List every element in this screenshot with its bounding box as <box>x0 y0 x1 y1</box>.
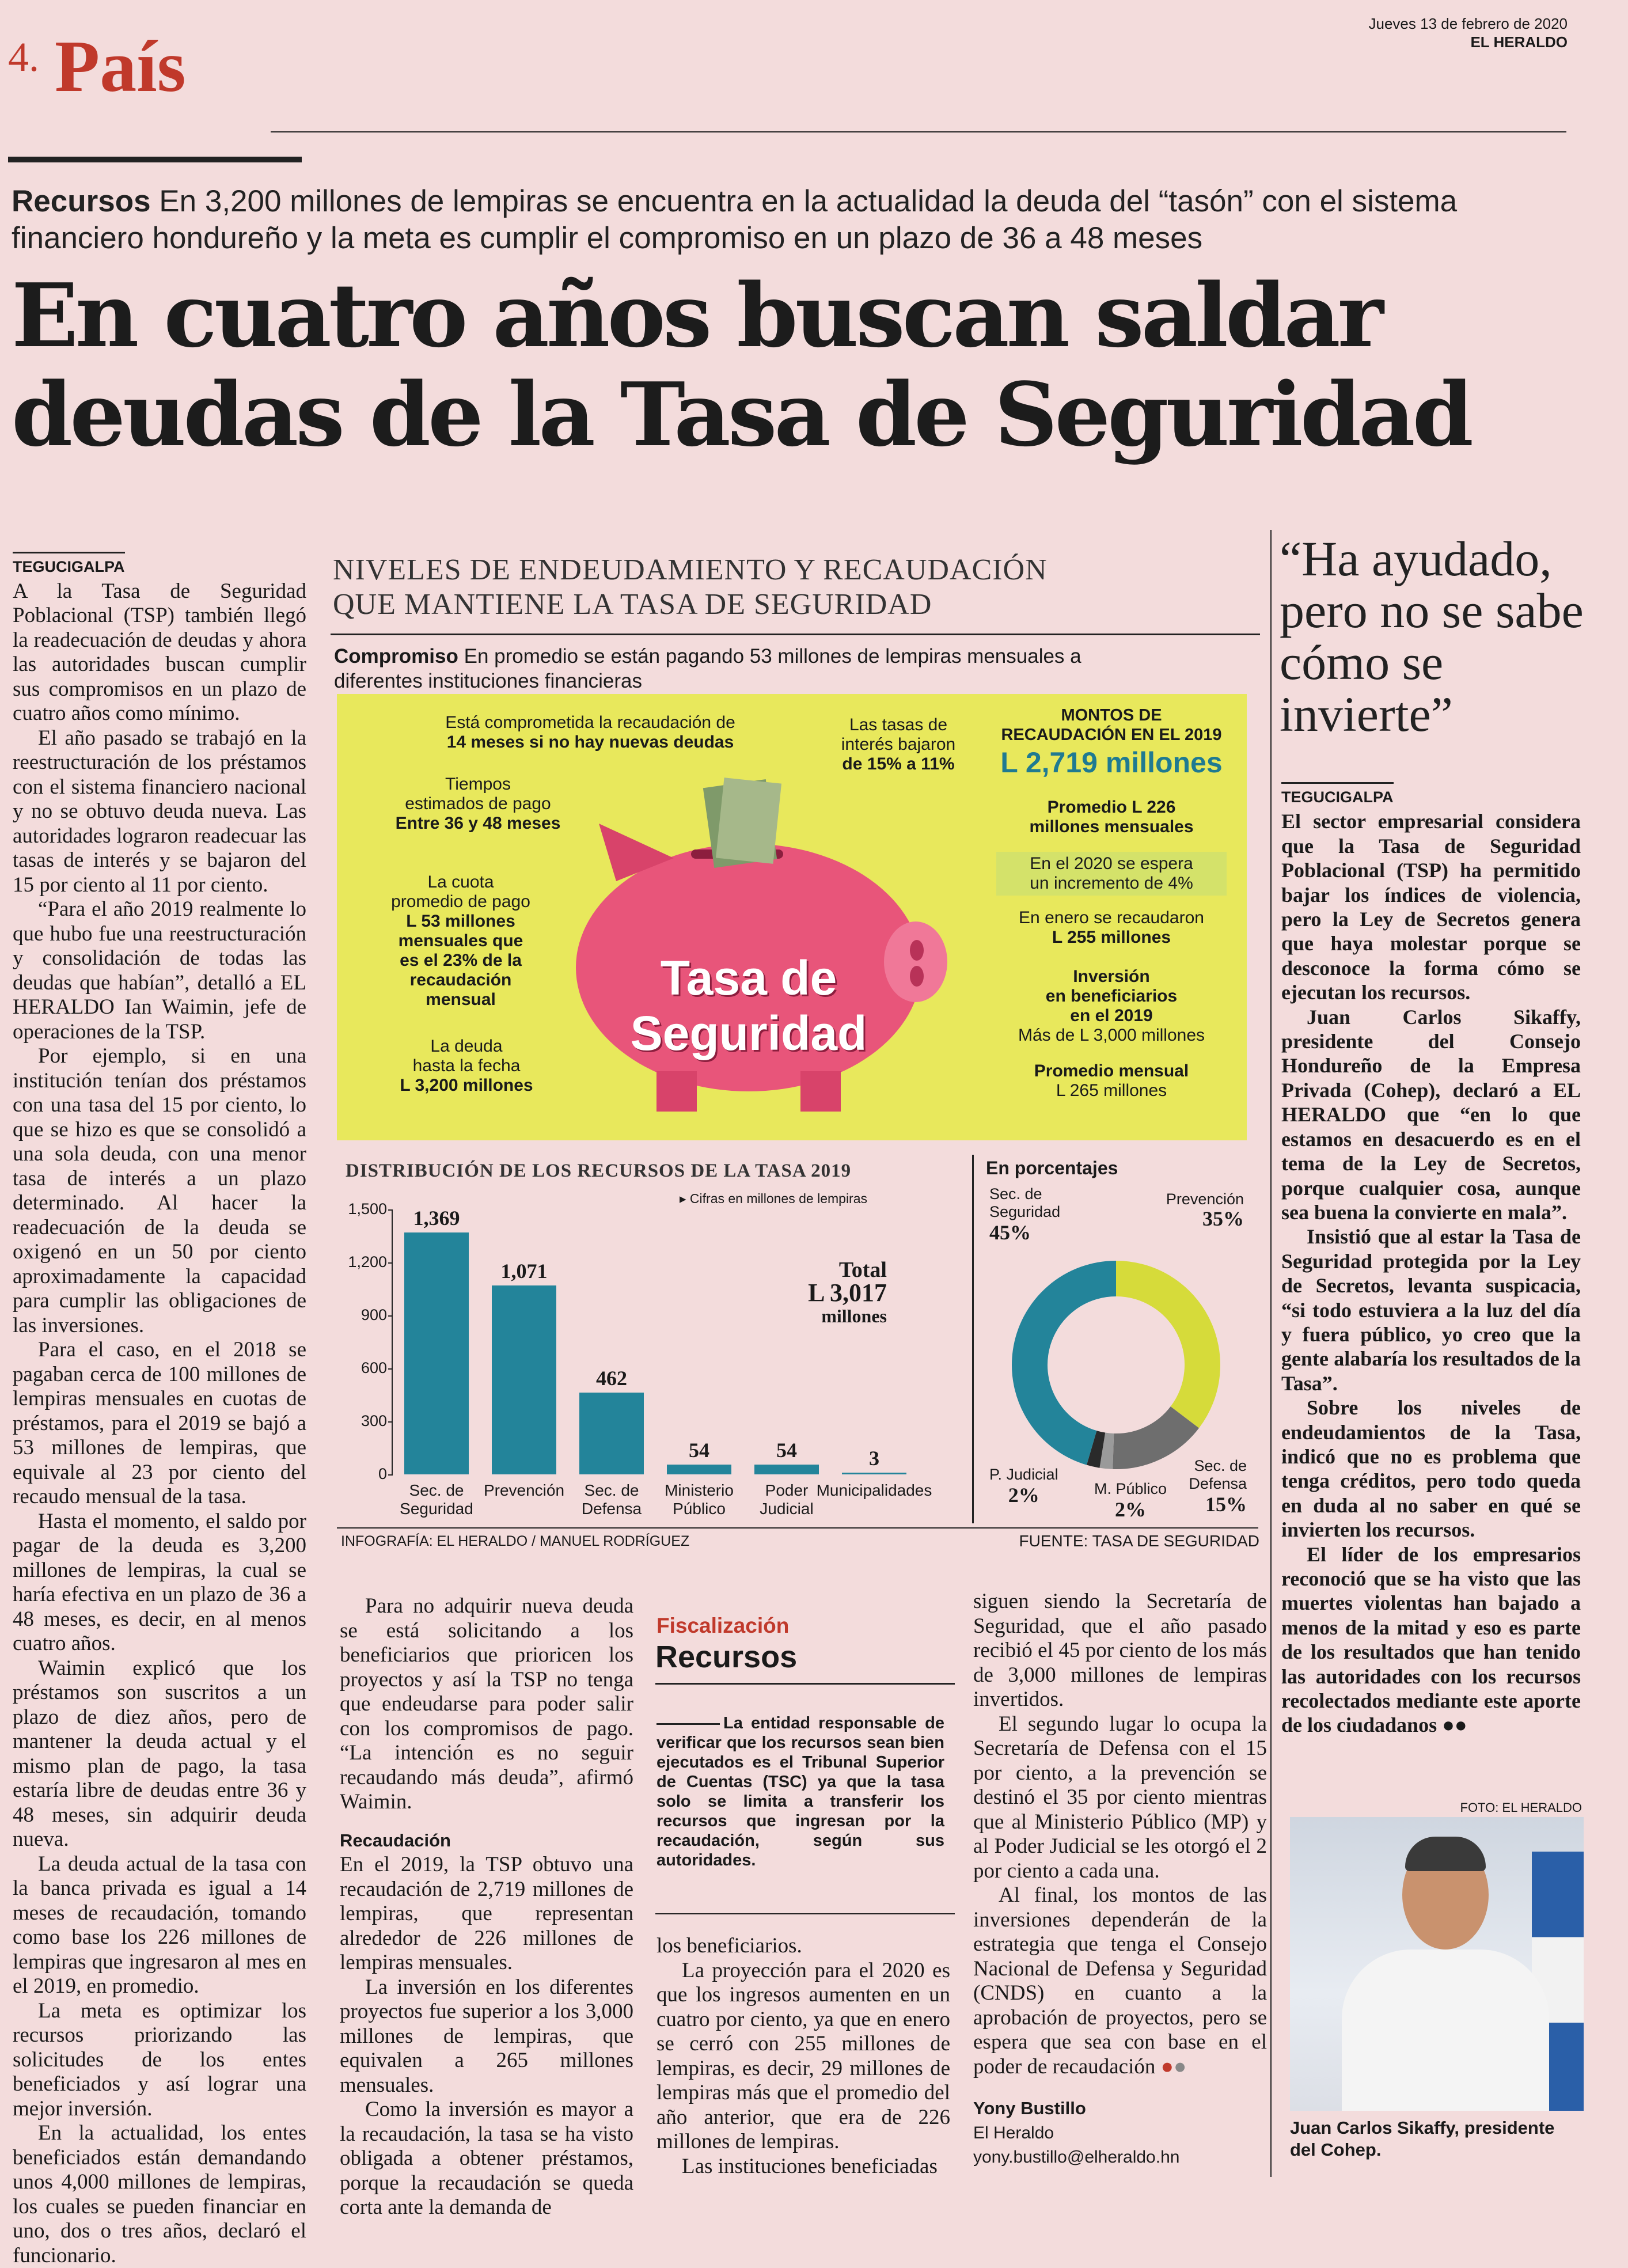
infographic-credit: INFOGRAFÍA: EL HERALDO / MANUEL RODRÍGUEZ <box>341 1533 690 1549</box>
side-story-body <box>1281 782 1581 1738</box>
montos-inversion: en beneficiarios <box>1045 987 1178 1006</box>
y-tick <box>388 1368 393 1370</box>
montos-promedio: Promedio L 226 <box>1047 798 1176 817</box>
paragraph: La proyección para el 2020 es que los ingresos aumenten en un cuatro por ciento, ya que en enero se cerró con 255 millones de lempiras, es decir, 29 millones de lempiras más que el promedio del año anterior, que era de 226 millones de lempiras. <box>656 1958 950 2153</box>
chart-divider <box>972 1155 974 1523</box>
sidebar-rule <box>655 1683 955 1685</box>
y-tick-label: 900 <box>360 1306 387 1323</box>
sidebar-rule-bottom <box>655 1913 955 1914</box>
donut-label-line: Defensa <box>1189 1475 1247 1492</box>
pig-leg <box>656 1071 697 1112</box>
section-title: País <box>55 25 186 107</box>
total-line: Total <box>838 1258 887 1282</box>
pig-nostril <box>910 966 924 987</box>
pig-nostril <box>910 940 924 961</box>
side-column-divider <box>1270 530 1272 2177</box>
paragraph: “Para el año 2019 realmente lo que hubo fue una reestructuración y consolidación de todas las deudas que habían”, detalló a EL HERALDO Ian Waimin, jefe de operaciones de la TSP. <box>13 897 306 1044</box>
headline: En cuatro años buscan saldar deudas de la Tasa de Seguridad <box>12 264 1471 466</box>
donut-label-line: P. Judicial <box>989 1466 1058 1483</box>
montos-title: RECAUDACIÓN EN EL 2019 <box>1001 726 1222 744</box>
subhead: Recaudación <box>340 1830 451 1850</box>
x-category-label <box>653 1481 745 1518</box>
donut-label-line: Sec. de <box>1194 1457 1247 1474</box>
montos-promedio-mensual: L 265 millones <box>1056 1081 1167 1100</box>
end-mark: ● <box>1174 2054 1187 2079</box>
paragraph: La meta es optimizar los recursos priorizando las solicitudes de los entes beneficiados y así lograr una mejor inversión. <box>13 1998 306 2121</box>
end-mark: ●● <box>1442 1713 1467 1737</box>
montos-promedio: millones mensuales <box>1029 817 1194 836</box>
paragraph: Las instituciones beneficiadas <box>682 2154 938 2178</box>
credit-rule <box>337 1527 1258 1529</box>
paragraph-text: El líder de los empresarios reconoció que se ha visto que las muertes violentas han bajado a menos de la mitad y eso es parte de los resultados que han tenido las autoridades con los recursos recolectados mediante este aporte de los ciudadanos <box>1281 1542 1581 1737</box>
bar <box>579 1393 644 1474</box>
y-tick <box>388 1421 393 1423</box>
pig-label <box>599 950 898 1061</box>
callout-line: hasta la fecha <box>412 1056 521 1075</box>
callout-line: promedio de pago <box>391 892 530 911</box>
bar-value-label: 462 <box>596 1367 627 1390</box>
side-quote: “Ha ayudado, pero no se sabe cómo se invierte” <box>1280 531 1584 742</box>
paragraph: Hasta el momento, el saldo por pagar de la deuda es 3,200 millones de lempiras, la cual se haría efectiva en un plazo de 36 a 48 meses, es decir, en al menos cuatro años. <box>13 1509 306 1655</box>
donut-label-defensa <box>1178 1457 1247 1516</box>
paragraph: Por ejemplo, si en una institución tenían dos préstamos con una tasa del 15 por ciento, lo que se hizo es que se consolidó a una sola deuda, con una menor tasa de interés a un plazo determinado. Al hacer la readecuación de la deuda se oxigenó en un 50 por ciento aproximadamente la capacidad para cumplir las obligaciones de las inversiones. <box>13 1044 306 1337</box>
article-column-4 <box>973 1590 1267 2170</box>
y-tick-label: 1,500 <box>348 1200 387 1218</box>
x-category-line: Municipalidades <box>816 1481 932 1499</box>
callout-line: 14 meses si no hay nuevas deudas <box>446 733 734 752</box>
paragraph: La inversión en los diferentes proyectos fue superior a los 3,000 millones de lempiras, que equivalen a 265 millones mensuales. <box>340 1975 633 2097</box>
money-bills <box>716 778 781 864</box>
callout-line: L 3,200 millones <box>400 1076 533 1095</box>
donut-label-seguridad <box>989 1185 1060 1244</box>
x-category-line: Seguridad <box>400 1500 473 1518</box>
paragraph: Para no adquirir nueva deuda se está solicitando a los beneficiarios que prioricen los proyectos y así la TSP no tenga que endeudarse para poder salir con los compromisos de pago. “La intención es no seguir recaudando más deuda”, afirmó Waimin. <box>340 1594 633 1814</box>
callout-line: recaudación <box>409 970 512 989</box>
callout-line: Tiempos <box>445 775 511 794</box>
donut-chart <box>1007 1256 1225 1474</box>
donut-label-pjudicial <box>989 1466 1058 1507</box>
photo-credit: FOTO: EL HERALDO <box>1460 1800 1582 1815</box>
infographic-rule <box>331 634 1260 635</box>
kicker <box>12 183 1509 257</box>
paragraph <box>973 1883 1267 2079</box>
paragraph: Sobre los niveles de endeudamientos de la Tasa, indicó que no es problema que tenga créditos, pero todo queda en duda al no saber en qué se invierten los recursos. <box>1281 1396 1581 1542</box>
paragraph: los beneficiarios. <box>656 1934 802 1958</box>
author-org: El Heraldo <box>973 2123 1054 2142</box>
callout-line: interés bajaron <box>841 735 956 754</box>
callout-deuda <box>380 1037 553 1095</box>
y-tick-label: 300 <box>360 1412 387 1429</box>
bar-value-label: 1,369 <box>413 1207 460 1230</box>
article-column-2 <box>340 1594 633 2220</box>
donut-label-line: M. Público <box>1094 1480 1167 1497</box>
newspaper-name: EL HERALDO <box>1470 33 1568 51</box>
donut-title: En porcentajes <box>986 1158 1118 1178</box>
callout-line: La deuda <box>430 1037 503 1056</box>
donut-label-value: 15% <box>1205 1493 1247 1516</box>
donut-slice-mpublico <box>1102 1450 1113 1451</box>
donut-label-line: Prevención <box>1166 1190 1244 1208</box>
portrait-shirt <box>1342 1950 1549 2111</box>
donut-label-value: 35% <box>1202 1207 1244 1230</box>
paragraph: Como la inversión es mayor a la recaudación, la tasa se ha visto obligada a obtener préstamos, porque la recaudación se queda corta ante la demanda de <box>340 2098 633 2219</box>
callout-line: mensual <box>426 990 496 1009</box>
paragraph: En la actualidad, los entes beneficiados están demandando unos 4,000 millones de lempiras, los cuales se pueden financiar en uno, dos o tres años, declaró el funcionario. <box>13 2121 306 2267</box>
montos-total: L 2,719 millones <box>1000 746 1223 779</box>
bar-value-label: 54 <box>689 1439 709 1462</box>
paragraph: El sector empresarial considera que la Tasa de Seguridad Poblacional (TSP) ha permitido bajar los índices de violencia, pero la Ley de Secretos genera que haya molestar porque se desconoce la forma cómo se ejecutan los recursos. <box>1281 810 1581 1004</box>
kicker-text: En 3,200 millones de lempiras se encuentra en la actualidad la deuda del “tasón” con el sistema financiero hondureño y la meta es cumplir el compromiso en un plazo de 36 a 48 meses <box>12 184 1458 255</box>
bar-value-label: 1,071 <box>500 1259 548 1283</box>
montos-inversion: en el 2019 <box>1070 1006 1153 1025</box>
kicker-label: Recursos <box>12 184 151 218</box>
donut-label-value: 2% <box>1115 1498 1147 1521</box>
donut-label-mpublico <box>1094 1480 1167 1521</box>
compromiso-label: Compromiso <box>334 645 458 667</box>
callout-line: Entre 36 y 48 meses <box>395 814 561 833</box>
paragraph <box>1281 1542 1581 1738</box>
paragraph: Juan Carlos Sikaffy, presidente del Consejo Hondureño de la Empresa Privada (Cohep), declaró a EL HERALDO que “en lo que estamos en desacuerdo es en el tema de la Ley de Secretos, porque cualquier cosa, aunque sea buena la convierte en mala”. <box>1281 1005 1581 1224</box>
x-category-line: Sec. de <box>584 1481 639 1499</box>
sidebar-text <box>656 1713 944 1870</box>
total-line: millones <box>821 1306 887 1326</box>
bar-value-label: 54 <box>776 1439 797 1462</box>
bar-chart-total <box>760 1258 887 1328</box>
paragraph-text: Al final, los montos de las inversiones dependerán de la estrategia que tenga el Consejo Nacional de Defensa y Seguridad (CNDS) en cuanto a la aprobación de proyectos, pero se espera que sea con base en el poder de recaudación <box>973 1883 1267 2079</box>
x-category-line: Judicial <box>760 1500 814 1518</box>
pig-label-line: Seguridad <box>630 1006 867 1060</box>
article-column-3 <box>656 1934 950 2179</box>
bar-chart-title: DISTRIBUCIÓN DE LOS RECURSOS DE LA TASA 2019 <box>346 1160 852 1181</box>
callout-tiempos <box>380 775 576 833</box>
author-name: Yony Bustillo <box>973 2098 1086 2118</box>
sidebar-text-body: La entidad responsable de verificar que los recursos sean bien ejecutados es el Tribunal Superior de Cuentas (TSC) ya que la tasa solo se limita a transferir los recursos que ingresan por la recaudación, según sus autoridades. <box>656 1714 944 1869</box>
end-mark: ● <box>1160 2054 1174 2079</box>
callout-line: de 15% a 11% <box>842 754 955 773</box>
paragraph: El segundo lugar lo ocupa la Secretaría de Defensa con el 15 por ciento, a la prevención se destinó el 35 por ciento mientras que al Ministerio Público (MP) y al Poder Judicial se les otorgó el 2 por ciento a cada una. <box>973 1712 1267 1883</box>
infographic-title-line: QUE MANTIENE LA TASA DE SEGURIDAD <box>333 588 932 621</box>
callout-line: estimados de pago <box>405 794 551 813</box>
portrait-photo <box>1290 1817 1584 2111</box>
infographic-source: FUENTE: TASA DE SEGURIDAD <box>1019 1532 1259 1550</box>
callout-cuota <box>374 873 547 1010</box>
paragraph: A la Tasa de Seguridad Poblacional (TSP) también llegó la readecuación de deudas y ahora las autoridades buscan cumplir sus compromisos en un plazo de cuatro años como mínimo. <box>13 579 306 725</box>
page-date: Jueves 13 de febrero de 2020 <box>1368 15 1568 32</box>
y-tick <box>388 1315 393 1317</box>
donut-slice-pjudicial <box>1092 1448 1103 1450</box>
bar <box>667 1465 731 1474</box>
bar <box>754 1465 819 1474</box>
paragraph: Waimin explicó que los préstamos son suscritos a un plazo de diez años, pero de mantener la deuda actual y el mismo plan de pago, la tasa estaría libre de deudas entre 36 y 48 meses, sin adquirir deuda nueva. <box>13 1656 306 1851</box>
callout-line: es el 23% de la <box>400 951 522 970</box>
y-tick-label: 600 <box>360 1359 387 1376</box>
page-number: 4. <box>8 34 39 80</box>
donut-label-line: Seguridad <box>989 1203 1061 1220</box>
x-category-line: Defensa <box>581 1500 642 1518</box>
paragraph: siguen siendo la Secretaría de Seguridad, que el año pasado recibió el 45 por ciento de los más de 3,000 millones de lempiras invertidos. <box>973 1590 1267 1711</box>
montos-inversion: Más de L 3,000 millones <box>1018 1026 1205 1045</box>
callout-line: Está comprometida la recaudación de <box>445 713 735 732</box>
montos-enero: En enero se recaudaron <box>1019 908 1204 927</box>
infographic-title-line: NIVELES DE ENDEUDAMIENTO Y RECAUDACIÓN <box>333 553 1048 586</box>
montos-title: MONTOS DE <box>1061 706 1162 725</box>
donut-label-value: 2% <box>1008 1484 1039 1507</box>
sidebar-kicker: Fiscalización <box>656 1614 790 1637</box>
header-rule <box>271 131 1566 132</box>
montos-inversion: Inversión <box>1073 967 1150 986</box>
callout-14-meses <box>423 713 757 752</box>
header-rule-thick <box>8 157 302 162</box>
callout-line: Las tasas de <box>849 715 948 734</box>
y-axis <box>392 1209 393 1474</box>
donut-slice-defensa <box>1113 1417 1185 1451</box>
y-tick <box>388 1262 393 1264</box>
callout-line: La cuota <box>427 873 494 892</box>
pig-leg <box>800 1071 841 1112</box>
donut-label-prevencion <box>1146 1189 1244 1228</box>
piggy-bank-illustration <box>553 772 967 1117</box>
montos-promedio-mensual: Promedio mensual <box>1034 1061 1189 1080</box>
montos-panel <box>991 706 1232 1101</box>
donut-label-value: 45% <box>989 1221 1031 1244</box>
photo-caption: Juan Carlos Sikaffy, presidente del Cohep. <box>1290 2118 1555 2160</box>
montos-espera: En el 2020 se espera <box>1030 854 1193 873</box>
donut-slice-prevencion <box>1116 1279 1202 1417</box>
x-category-line: Sec. de <box>409 1481 464 1499</box>
compromiso-text: En promedio se están pagando 53 millones de lempiras mensuales a diferentes instituciones financieras <box>334 645 1081 692</box>
paragraph: Para el caso, en el 2018 se pagaban cerca de 100 millones de lempiras mensuales en cuotas de préstamos, para el 2019 se bajó a 53 millones de lempiras, que equivale al 23 por ciento del recaudo mensual de la tasa. <box>13 1338 306 1508</box>
article-column-1 <box>13 552 306 2268</box>
bar-chart-subtitle: ▸ Cifras en millones de lempiras <box>680 1191 867 1206</box>
sidebar-title: Recursos <box>655 1640 798 1674</box>
x-category-label <box>478 1481 570 1500</box>
x-category-label <box>390 1481 483 1518</box>
y-tick-label: 0 <box>378 1465 387 1482</box>
donut-label-line: Sec. de <box>989 1185 1042 1203</box>
paragraph: El año pasado se trabajó en la reestructuración de los préstamos con el sistema financiero nacional y no se obtuvo deuda nueva. Las autoridades lograron readecuar las tasas de interés y se bajaron del 15 por ciento al 11 por ciento. <box>13 726 306 897</box>
montos-enero: L 255 millones <box>1052 928 1171 947</box>
total-line: L 3,017 <box>808 1279 887 1307</box>
x-category-line: Ministerio <box>665 1481 734 1499</box>
bar <box>404 1232 469 1474</box>
x-category-line: Público <box>673 1500 726 1518</box>
callout-tasas <box>824 715 973 774</box>
bar <box>492 1285 556 1474</box>
portrait-hair <box>1405 1837 1486 1871</box>
paragraph: La deuda actual de la tasa con la banca privada es igual a 14 meses de recaudación, tomando como base los 226 millones de lempiras que ingresaron al mes en el 2019, en promedio. <box>13 1852 306 1998</box>
bar-value-label: 3 <box>869 1447 879 1470</box>
montos-espera: un incremento de 4% <box>1030 874 1193 893</box>
pig-label-line: Tasa de <box>660 951 837 1005</box>
dateline: TEGUCIGALPA <box>13 552 125 579</box>
dateline: TEGUCIGALPA <box>1281 782 1394 809</box>
x-category-label <box>566 1481 658 1518</box>
paragraph: En el 2019, la TSP obtuvo una recaudación de 2,719 millones de lempiras, que representan alrededor de 226 millones de lempiras mensuales. <box>340 1853 633 1974</box>
y-tick-label: 1,200 <box>348 1253 387 1270</box>
x-category-line: Prevención <box>483 1481 565 1499</box>
donut-slice-seguridad <box>1030 1279 1116 1448</box>
montos-espera-box <box>996 852 1227 896</box>
paragraph: Insistió que al estar la Tasa de Seguridad protegida por la Ley de Secretos, levanta suspicacia, “si todo estuviera a la luz del día y fuera público, yo creo que la gente alabaría los resultados de la Tasa”. <box>1281 1225 1581 1395</box>
sidebar-dash <box>656 1723 720 1725</box>
infographic-title <box>333 553 1048 622</box>
author-email[interactable]: yony.bustillo@elheraldo.hn <box>973 2148 1180 2167</box>
bar <box>842 1473 906 1474</box>
x-category-line: Poder <box>765 1481 809 1499</box>
callout-line: L 53 millones <box>406 912 515 931</box>
infographic-compromiso <box>334 644 1163 693</box>
y-tick <box>388 1209 393 1211</box>
callout-line: mensuales que <box>398 931 523 950</box>
y-tick <box>388 1474 393 1476</box>
x-category-label <box>805 1481 943 1500</box>
